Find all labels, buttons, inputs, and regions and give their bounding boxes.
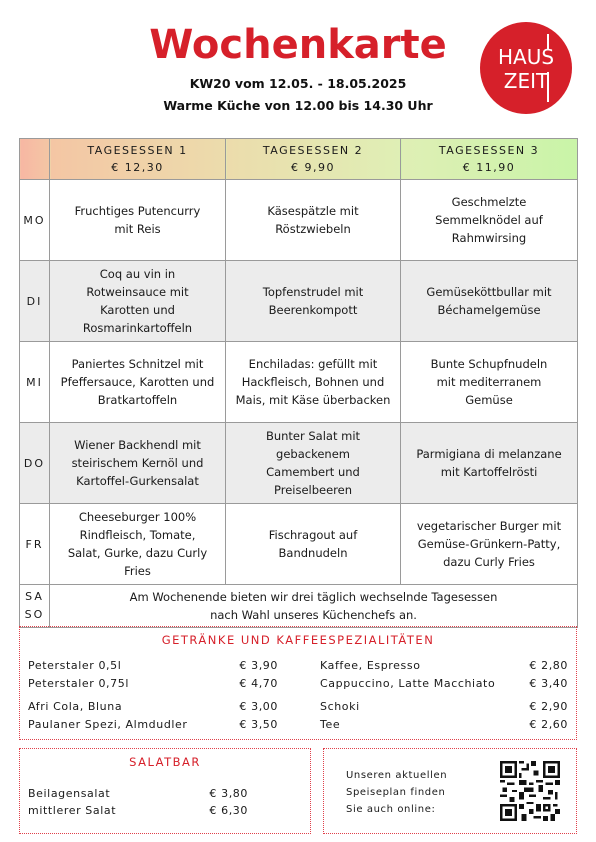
drink-price: € 4,70: [239, 677, 278, 690]
column-name: TAGESESSEN 2: [262, 144, 364, 157]
dish-cell: Geschmelzte Semmelknödel auf Rahmwirsing: [401, 180, 578, 261]
drink-price: € 3,00: [239, 700, 278, 713]
dish-cell: Bunter Salat mit gebackenem Camembert und Preiselbeeren: [226, 423, 401, 504]
drink-name: Cappuccino, Latte Macchiato: [320, 677, 496, 690]
dish-cell: Enchiladas: gefüllt mit Hackfleisch, Bohnen und Mais, mit Käse überbacken: [226, 342, 401, 423]
column-header-1: [50, 139, 226, 180]
weekend-label: SA SO: [20, 585, 50, 628]
column-header-3: [401, 139, 578, 180]
dish-cell: vegetarischer Burger mit Gemüse-Grünkern-Patty, dazu Curly Fries: [401, 504, 578, 585]
drinks-title: GETRÄNKE UND KAFFEESPEZIALITÄTEN: [161, 633, 435, 647]
dish-cell: Fischragout auf Bandnudeln: [226, 504, 401, 585]
day-label: MO: [20, 180, 50, 261]
column-name: TAGESESSEN 1: [87, 144, 188, 157]
page-title: Wochenkarte: [149, 22, 447, 68]
dish-cell: Cheeseburger 100% Rindfleisch, Tomate, Salat, Gurke, dazu Curly Fries: [50, 504, 226, 585]
dish-cell: Käsespätzle mit Röstzwiebeln: [226, 180, 401, 261]
kitchen-hours: Warme Küche von 12.00 bis 14.30 Uhr: [163, 98, 433, 113]
menu-header-row: [20, 139, 578, 180]
drink-price: € 3,40: [529, 677, 568, 690]
qr-code-icon[interactable]: [500, 761, 560, 821]
salad-title: SALATBAR: [129, 755, 201, 769]
column-price: € 9,90: [291, 161, 335, 174]
drink-price: € 3,50: [239, 718, 278, 731]
day-label: FR: [20, 504, 50, 585]
hauszeit-logo: [478, 20, 574, 116]
menu-row-weekend: [20, 585, 578, 628]
drink-name: Tee: [320, 718, 341, 731]
menu-row-fr: [20, 504, 578, 585]
dish-cell: Wiener Backhendl mit steirischem Kernöl und Kartoffel-Gurkensalat: [50, 423, 226, 504]
column-price: € 12,30: [111, 161, 164, 174]
menu-row-mo: [20, 180, 578, 261]
drink-name: Peterstaler 0,5l: [28, 659, 122, 672]
drink-name: Afri Cola, Bluna: [28, 700, 123, 713]
day-label: DI: [20, 261, 50, 342]
menu-row-di: [20, 261, 578, 342]
week-range: KW20 vom 12.05. - 18.05.2025: [189, 76, 407, 91]
weekly-menu-table: [19, 138, 578, 628]
dish-cell: Paniertes Schnitzel mit Pfeffersauce, Karotten und Bratkartoffeln: [50, 342, 226, 423]
menu-row-mi: [20, 342, 578, 423]
day-label: MI: [20, 342, 50, 423]
dish-cell: Gemüseköttbullar mit Béchamelgemüse: [401, 261, 578, 342]
drink-price: € 3,90: [239, 659, 278, 672]
dish-cell: Parmigiana di melanzane mit Kartoffelrösti: [401, 423, 578, 504]
header-corner: [20, 139, 50, 180]
drink-price: € 2,90: [529, 700, 568, 713]
online-menu-section: [323, 748, 577, 834]
day-label: DO: [20, 423, 50, 504]
dish-cell: Topfenstrudel mit Beerenkompott: [226, 261, 401, 342]
column-name: TAGESESSEN 3: [438, 144, 540, 157]
svg-text:HAUS: HAUS: [497, 45, 555, 69]
weekend-note: Am Wochenende bieten wir drei täglich wechselnde Tagesessen nach Wahl unseres Küchenchefs an.: [50, 585, 578, 628]
online-text: Unseren aktuellen Speiseplan finden Sie auch online:: [346, 770, 448, 815]
drinks-section: [19, 626, 577, 740]
column-price: € 11,90: [462, 161, 516, 174]
drink-price: € 2,60: [529, 718, 568, 731]
dish-cell: Fruchtiges Putencurry mit Reis: [50, 180, 226, 261]
drink-name: Peterstaler 0,75l: [28, 677, 129, 690]
menu-row-do: [20, 423, 578, 504]
svg-text:ZEIT: ZEIT: [503, 69, 549, 93]
dish-cell: Bunte Schupfnudeln mit mediterranem Gemüse: [401, 342, 578, 423]
drink-price: € 2,80: [529, 659, 568, 672]
salad-item-price: € 6,30: [209, 804, 248, 817]
dish-cell: Coq au vin in Rotweinsauce mit Karotten und Rosmarinkartoffeln: [50, 261, 226, 342]
salad-item-name: mittlerer Salat: [28, 804, 117, 817]
salad-item-name: Beilagensalat: [28, 787, 111, 800]
drink-name: Schoki: [320, 700, 360, 713]
column-header-2: [226, 139, 401, 180]
drink-name: Paulaner Spezi, Almdudler: [28, 718, 188, 731]
salad-item-price: € 3,80: [209, 787, 248, 800]
drink-name: Kaffee, Espresso: [320, 659, 421, 672]
salad-bar-section: [19, 748, 311, 834]
